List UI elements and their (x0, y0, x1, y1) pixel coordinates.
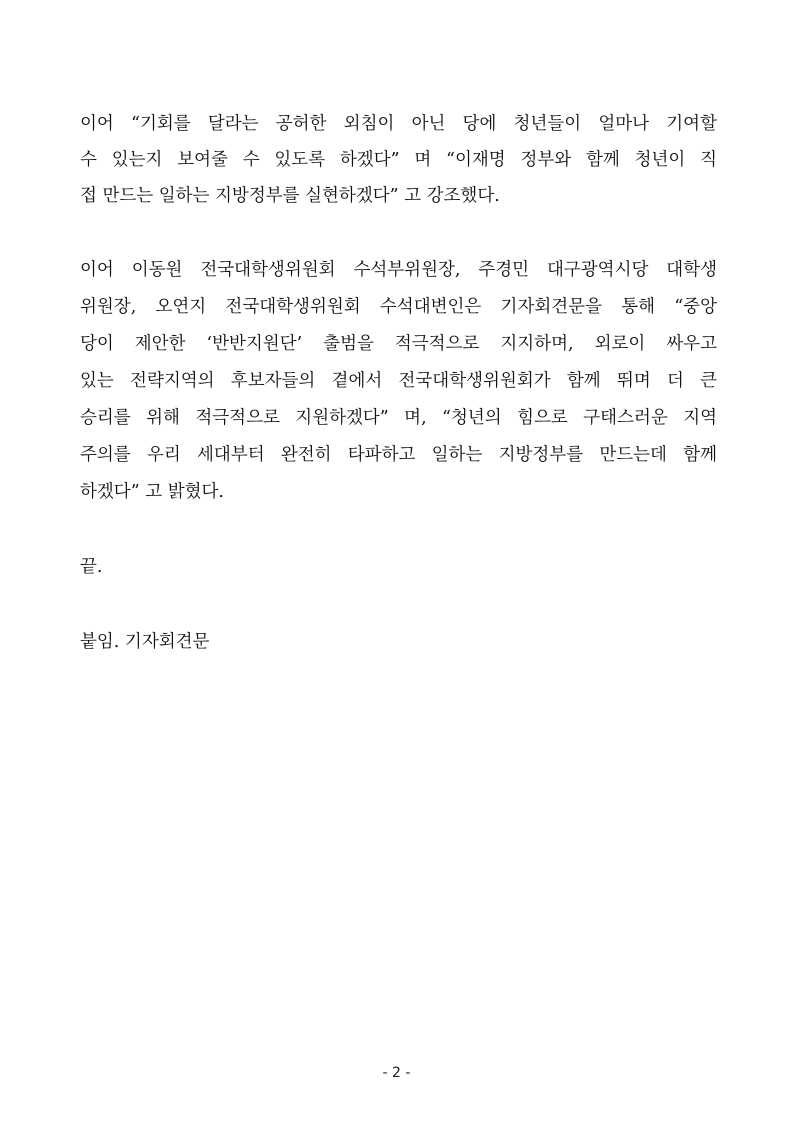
paragraph-1-line-2: 수 있는지 보여줄 수 있도록 하겠다” 며 “이재명 정부와 함께 청년이 직 (80, 150, 717, 170)
closing-text: 끝. (80, 557, 103, 577)
paragraph-2-line-5: 승리를 위해 적극적으로 지원하겠다” 며, “청년의 힘으로 구태스러운 지역 (80, 408, 717, 428)
page-number: - 2 - (382, 1065, 411, 1081)
paragraph-1-line-1: 이어 “기회를 달라는 공허한 외침이 아닌 당에 청년들이 얼마나 기여할 (80, 114, 717, 134)
attachment-note: 붙임. 기자회견문 (80, 632, 210, 652)
paragraph-2-line-1: 이어 이동원 전국대학생위원회 수석부위원장, 주경민 대구광역시당 대학생 (80, 260, 717, 280)
paragraph-2-line-3: 당이 제안한 ‘반반지원단’ 출범을 적극적으로 지지하며, 외로이 싸우고 (80, 334, 717, 354)
paragraph-2-line-7: 하겠다” 고 밝혔다. (80, 482, 224, 502)
paragraph-2-line-4: 있는 전략지역의 후보자들의 곁에서 전국대학생위원회가 함께 뛰며 더 큰 (80, 371, 717, 391)
paragraph-2-line-2: 위원장, 오연지 전국대학생위원회 수석대변인은 기자회견문을 통해 “중앙 (80, 297, 717, 317)
paragraph-2-line-6: 주의를 우리 세대부터 완전히 타파하고 일하는 지방정부를 만드는데 함께 (80, 445, 717, 465)
paragraph-1-line-3: 접 만드는 일하는 지방정부를 실현하겠다” 고 강조했다. (80, 186, 500, 206)
